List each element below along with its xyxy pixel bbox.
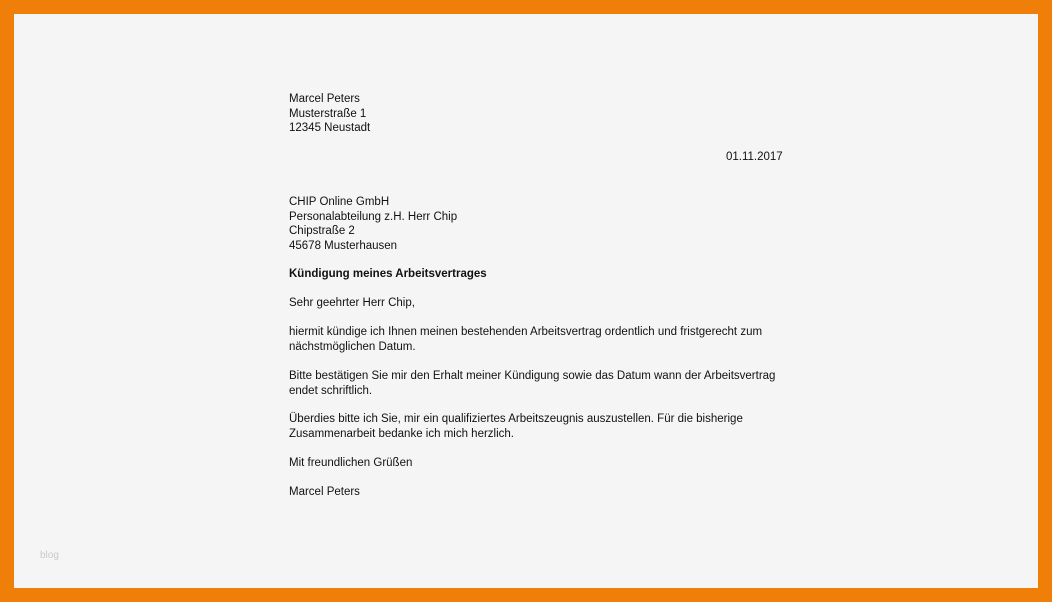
recipient-street: Chipstraße 2 xyxy=(289,225,355,237)
recipient-company: CHIP Online GmbH xyxy=(289,196,390,208)
paragraph-line: hiermit kündige ich Ihnen meinen bestehenden Arbeitsvertrag ordentlich und fristgerecht zum xyxy=(289,326,763,338)
watermark-text: blog xyxy=(40,550,59,561)
paragraph-1 xyxy=(289,325,762,354)
letter-date: 01.11.2017 xyxy=(726,151,783,163)
sender-name: Marcel Peters xyxy=(289,93,360,105)
letter-page xyxy=(14,14,1038,588)
salutation: Sehr geehrter Herr Chip, xyxy=(289,297,415,309)
sender-city: 12345 Neustadt xyxy=(289,122,371,134)
letter-subject: Kündigung meines Arbeitsvertrages xyxy=(289,268,487,280)
recipient-department: Personalabteilung z.H. Herr Chip xyxy=(289,210,458,223)
paragraph-line: endet schriftlich. xyxy=(289,384,373,397)
paragraph-line: nächstmöglichen Datum. xyxy=(289,340,416,353)
paragraph-line: Zusammenarbeit bedanke ich mich herzlich. xyxy=(289,427,514,440)
paragraph-3 xyxy=(289,412,743,441)
recipient-city: 45678 Musterhausen xyxy=(289,239,398,252)
sender-block xyxy=(289,92,370,136)
signature: Marcel Peters xyxy=(289,486,360,498)
paragraph-line: Überdies bitte ich Sie, mir ein qualifiziertes Arbeitszeugnis auszustellen. Für die bisherige xyxy=(289,413,743,425)
recipient-block xyxy=(289,195,457,253)
paragraph-2 xyxy=(289,369,775,398)
closing: Mit freundlichen Grüßen xyxy=(289,457,413,469)
paragraph-line: Bitte bestätigen Sie mir den Erhalt meiner Kündigung sowie das Datum wann der Arbeitsvertrag xyxy=(289,370,776,382)
sender-street: Musterstraße 1 xyxy=(289,107,367,120)
